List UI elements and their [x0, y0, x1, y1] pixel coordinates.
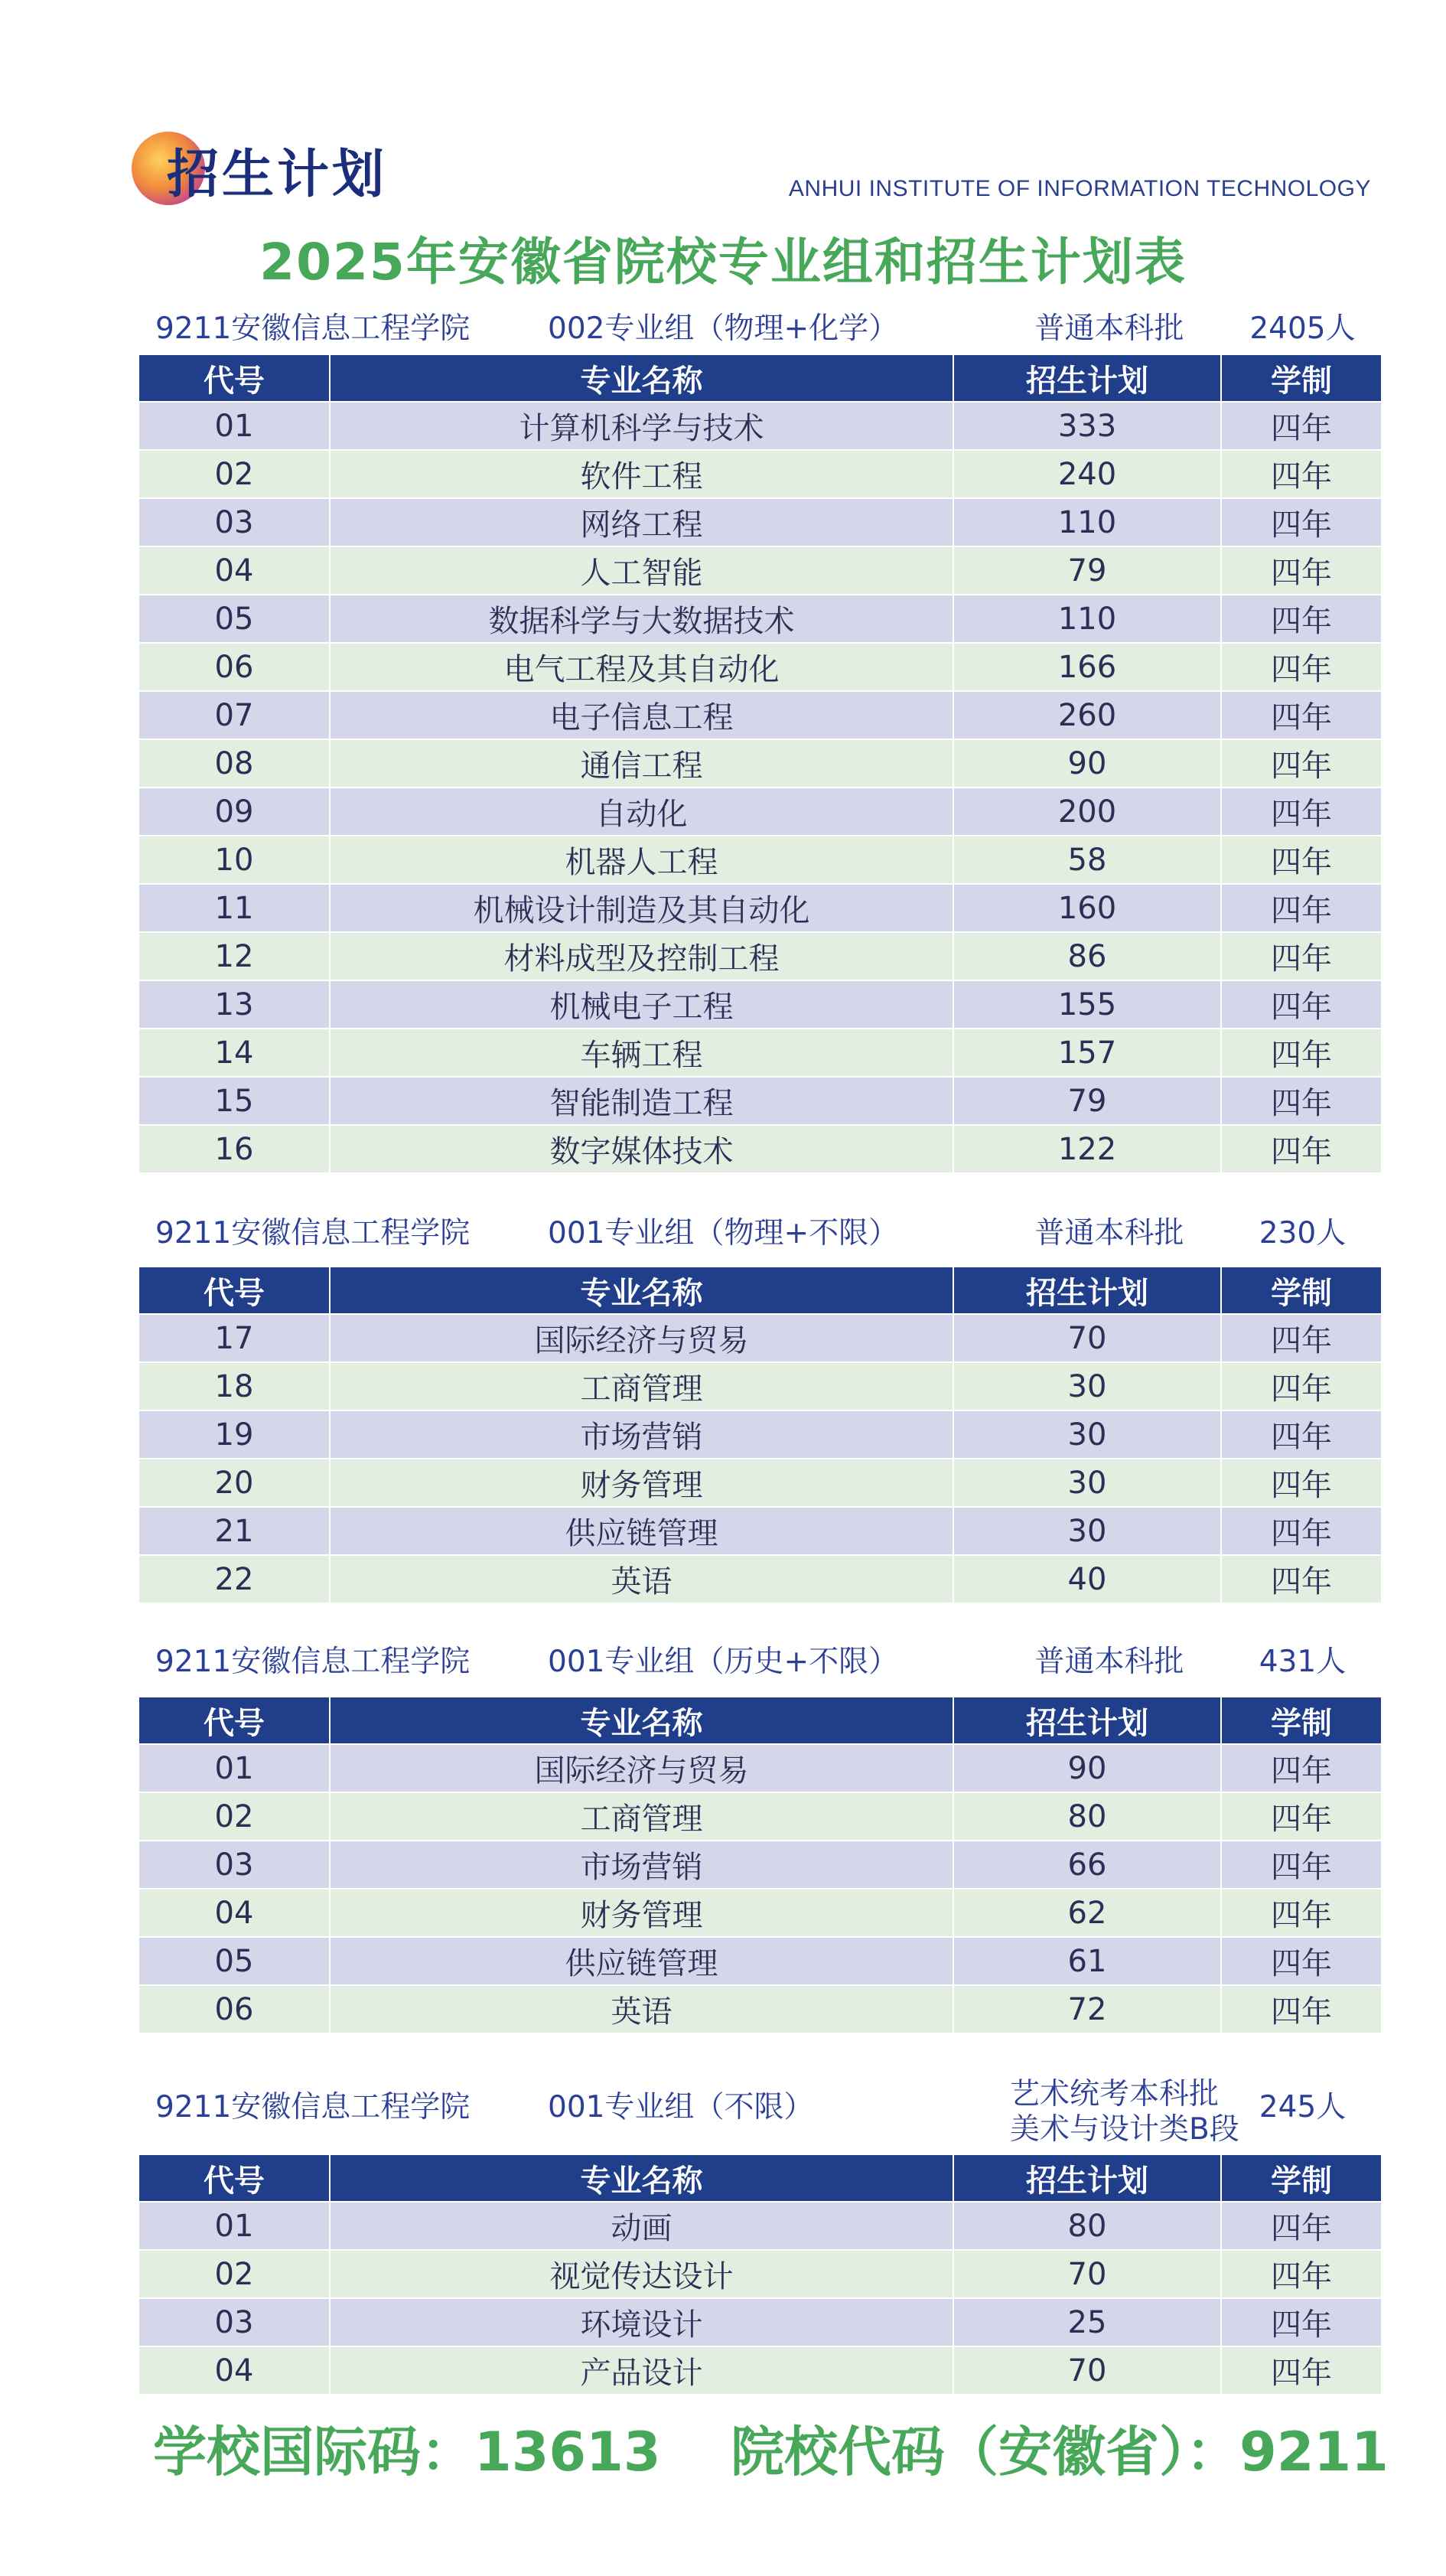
cell-major: 市场营销 — [330, 1410, 953, 1459]
cell-plan: 110 — [953, 595, 1221, 643]
cell-code: 06 — [138, 1985, 330, 2033]
cell-duration: 四年 — [1221, 739, 1382, 787]
cell-duration: 四年 — [1221, 1985, 1382, 2033]
cell-duration: 四年 — [1221, 1077, 1382, 1125]
col-header-plan: 招生计划 — [953, 2154, 1221, 2202]
col-header-duration: 学制 — [1221, 354, 1382, 402]
col-header-duration: 学制 — [1221, 1697, 1382, 1744]
col-header-code: 代号 — [138, 1267, 330, 1314]
cell-code: 11 — [138, 884, 330, 932]
cell-code: 12 — [138, 932, 330, 980]
table-row — [138, 1029, 1382, 1077]
cell-duration: 四年 — [1221, 643, 1382, 691]
cell-major: 动画 — [330, 2202, 953, 2250]
table-row — [138, 2250, 1382, 2298]
table-row — [138, 1744, 1382, 1792]
group-school: 9211安徽信息工程学院 — [155, 311, 471, 346]
group-name: 001专业组（历史+不限） — [548, 1645, 899, 1679]
cell-plan: 62 — [953, 1889, 1221, 1937]
plan-table-1 — [138, 354, 1382, 1174]
cell-major: 网络工程 — [330, 498, 953, 546]
cell-code: 05 — [138, 1937, 330, 1985]
table-header-row — [138, 354, 1382, 402]
cell-code: 05 — [138, 595, 330, 643]
cell-duration: 四年 — [1221, 450, 1382, 498]
cell-plan: 333 — [953, 402, 1221, 450]
cell-duration: 四年 — [1221, 2202, 1382, 2250]
table-row — [138, 980, 1382, 1029]
cell-code: 10 — [138, 836, 330, 884]
cell-major: 车辆工程 — [330, 1029, 953, 1077]
cell-duration: 四年 — [1221, 980, 1382, 1029]
cell-major: 数据科学与大数据技术 — [330, 595, 953, 643]
table-row — [138, 1362, 1382, 1410]
cell-major: 数字媒体技术 — [330, 1125, 953, 1173]
cell-plan: 61 — [953, 1937, 1221, 1985]
cell-duration: 四年 — [1221, 836, 1382, 884]
cell-code: 04 — [138, 1889, 330, 1937]
table-row — [138, 402, 1382, 450]
cell-plan: 70 — [953, 1314, 1221, 1362]
group-count: 2405人 — [1249, 311, 1356, 346]
cell-major: 市场营销 — [330, 1841, 953, 1889]
cell-plan: 200 — [953, 787, 1221, 836]
group-name: 001专业组（物理+不限） — [548, 1216, 899, 1251]
cell-plan: 260 — [953, 691, 1221, 739]
cell-major: 国际经济与贸易 — [330, 1744, 953, 1792]
table-row — [138, 691, 1382, 739]
cell-code: 04 — [138, 2346, 330, 2395]
cell-plan: 90 — [953, 739, 1221, 787]
table-row — [138, 1889, 1382, 1937]
table-row — [138, 1792, 1382, 1841]
cell-major: 智能制造工程 — [330, 1077, 953, 1125]
cell-plan: 40 — [953, 1555, 1221, 1603]
cell-duration: 四年 — [1221, 546, 1382, 595]
cell-code: 13 — [138, 980, 330, 1029]
cell-plan: 90 — [953, 1744, 1221, 1792]
group-count: 230人 — [1259, 1216, 1347, 1251]
col-header-major: 专业名称 — [330, 1267, 953, 1314]
cell-plan: 86 — [953, 932, 1221, 980]
cell-code: 02 — [138, 1792, 330, 1841]
cell-duration: 四年 — [1221, 1362, 1382, 1410]
col-header-major: 专业名称 — [330, 1697, 953, 1744]
cell-code: 21 — [138, 1507, 330, 1555]
cell-duration: 四年 — [1221, 402, 1382, 450]
col-header-code: 代号 — [138, 2154, 330, 2202]
group-school: 9211安徽信息工程学院 — [155, 1645, 471, 1679]
cell-plan: 25 — [953, 2298, 1221, 2346]
col-header-code: 代号 — [138, 1697, 330, 1744]
group-batch — [1010, 2077, 1239, 2147]
cell-major: 英语 — [330, 1555, 953, 1603]
cell-major: 视觉传达设计 — [330, 2250, 953, 2298]
cell-major: 机械电子工程 — [330, 980, 953, 1029]
cell-code: 07 — [138, 691, 330, 739]
group-batch: 普通本科批 — [1034, 1216, 1184, 1251]
cell-duration: 四年 — [1221, 2346, 1382, 2395]
cell-duration: 四年 — [1221, 1507, 1382, 1555]
table-row — [138, 1841, 1382, 1889]
cell-major: 自动化 — [330, 787, 953, 836]
cell-code: 15 — [138, 1077, 330, 1125]
plan-table-2 — [138, 1266, 1382, 1604]
table-row — [138, 1077, 1382, 1125]
table-row — [138, 884, 1382, 932]
cell-duration: 四年 — [1221, 1029, 1382, 1077]
col-header-duration: 学制 — [1221, 2154, 1382, 2202]
table-row — [138, 643, 1382, 691]
cell-plan: 79 — [953, 546, 1221, 595]
cell-major: 财务管理 — [330, 1459, 953, 1507]
cell-plan: 110 — [953, 498, 1221, 546]
cell-duration: 四年 — [1221, 1410, 1382, 1459]
group-count: 245人 — [1259, 2090, 1347, 2124]
group-school: 9211安徽信息工程学院 — [155, 2090, 471, 2124]
table-row — [138, 932, 1382, 980]
cell-major: 机械设计制造及其自动化 — [330, 884, 953, 932]
cell-duration: 四年 — [1221, 2298, 1382, 2346]
table-row — [138, 1507, 1382, 1555]
cell-plan: 160 — [953, 884, 1221, 932]
table-row — [138, 1985, 1382, 2033]
cell-plan: 30 — [953, 1459, 1221, 1507]
cell-major: 财务管理 — [330, 1889, 953, 1937]
group-batch: 普通本科批 — [1034, 1645, 1184, 1679]
cell-major: 机器人工程 — [330, 836, 953, 884]
cell-code: 22 — [138, 1555, 330, 1603]
cell-plan: 166 — [953, 643, 1221, 691]
table-row — [138, 739, 1382, 787]
cell-duration: 四年 — [1221, 884, 1382, 932]
cell-duration: 四年 — [1221, 1459, 1382, 1507]
cell-plan: 79 — [953, 1077, 1221, 1125]
cell-plan: 80 — [953, 1792, 1221, 1841]
cell-plan: 240 — [953, 450, 1221, 498]
cell-duration: 四年 — [1221, 1841, 1382, 1889]
footer-codes — [0, 2409, 1446, 2483]
table-row — [138, 1459, 1382, 1507]
cell-code: 02 — [138, 2250, 330, 2298]
school-code: 院校代码（安徽省）：9211 — [731, 2421, 1389, 2483]
table-row — [138, 2202, 1382, 2250]
cell-plan: 80 — [953, 2202, 1221, 2250]
cell-code: 03 — [138, 2298, 330, 2346]
cell-duration: 四年 — [1221, 1744, 1382, 1792]
cell-major: 软件工程 — [330, 450, 953, 498]
table-row — [138, 1410, 1382, 1459]
cell-duration: 四年 — [1221, 498, 1382, 546]
col-header-major: 专业名称 — [330, 2154, 953, 2202]
cell-code: 06 — [138, 643, 330, 691]
group-name: 001专业组（不限） — [548, 2090, 814, 2124]
table-row — [138, 2298, 1382, 2346]
cell-major: 材料成型及控制工程 — [330, 932, 953, 980]
cell-code: 02 — [138, 450, 330, 498]
cell-duration: 四年 — [1221, 1792, 1382, 1841]
group-name: 002专业组（物理+化学） — [548, 311, 899, 346]
cell-plan: 70 — [953, 2250, 1221, 2298]
logo-title: 招生计划 — [167, 145, 388, 205]
cell-major: 工商管理 — [330, 1792, 953, 1841]
cell-code: 03 — [138, 498, 330, 546]
group-info-2 — [0, 1209, 1446, 1263]
table-header-row — [138, 2154, 1382, 2202]
cell-major: 电子信息工程 — [330, 691, 953, 739]
col-header-major: 专业名称 — [330, 354, 953, 402]
cell-code: 01 — [138, 2202, 330, 2250]
cell-plan: 157 — [953, 1029, 1221, 1077]
cell-duration: 四年 — [1221, 1125, 1382, 1173]
cell-duration: 四年 — [1221, 1555, 1382, 1603]
group-batch-line1: 艺术统考本科批 — [1010, 2077, 1220, 2111]
table-row — [138, 1937, 1382, 1985]
cell-major: 电气工程及其自动化 — [330, 643, 953, 691]
col-header-plan: 招生计划 — [953, 1697, 1221, 1744]
cell-plan: 70 — [953, 2346, 1221, 2395]
cell-code: 01 — [138, 1744, 330, 1792]
cell-duration: 四年 — [1221, 932, 1382, 980]
main-title: 2025年安徽省院校专业组和招生计划表 — [259, 233, 1187, 292]
cell-code: 04 — [138, 546, 330, 595]
cell-code: 14 — [138, 1029, 330, 1077]
cell-code: 09 — [138, 787, 330, 836]
cell-major: 产品设计 — [330, 2346, 953, 2395]
cell-duration: 四年 — [1221, 1937, 1382, 1985]
cell-major: 供应链管理 — [330, 1937, 953, 1985]
cell-code: 16 — [138, 1125, 330, 1173]
cell-duration: 四年 — [1221, 2250, 1382, 2298]
table-row — [138, 836, 1382, 884]
table-row — [138, 787, 1382, 836]
col-header-plan: 招生计划 — [953, 354, 1221, 402]
cell-code: 18 — [138, 1362, 330, 1410]
group-info-4 — [0, 2077, 1446, 2147]
table-row — [138, 498, 1382, 546]
cell-major: 工商管理 — [330, 1362, 953, 1410]
cell-code: 03 — [138, 1841, 330, 1889]
plan-table-3 — [138, 1696, 1382, 2034]
cell-plan: 122 — [953, 1125, 1221, 1173]
international-code: 学校国际码：13613 — [153, 2421, 661, 2483]
cell-plan: 30 — [953, 1362, 1221, 1410]
cell-major: 环境设计 — [330, 2298, 953, 2346]
table-row — [138, 546, 1382, 595]
group-batch: 普通本科批 — [1034, 311, 1184, 346]
table-row — [138, 1125, 1382, 1173]
cell-duration: 四年 — [1221, 1889, 1382, 1937]
table-row — [138, 1555, 1382, 1603]
group-school: 9211安徽信息工程学院 — [155, 1216, 471, 1251]
cell-plan: 66 — [953, 1841, 1221, 1889]
cell-major: 英语 — [330, 1985, 953, 2033]
table-header-row — [138, 1697, 1382, 1744]
col-header-duration: 学制 — [1221, 1267, 1382, 1314]
group-count: 431人 — [1259, 1645, 1347, 1679]
cell-major: 供应链管理 — [330, 1507, 953, 1555]
institute-name-en: ANHUI INSTITUTE OF INFORMATION TECHNOLOGY — [788, 176, 1371, 201]
cell-duration: 四年 — [1221, 1314, 1382, 1362]
cell-major: 人工智能 — [330, 546, 953, 595]
cell-code: 01 — [138, 402, 330, 450]
table-row — [138, 450, 1382, 498]
cell-plan: 30 — [953, 1410, 1221, 1459]
cell-code: 20 — [138, 1459, 330, 1507]
cell-plan: 58 — [953, 836, 1221, 884]
cell-major: 通信工程 — [330, 739, 953, 787]
col-header-plan: 招生计划 — [953, 1267, 1221, 1314]
table-header-row — [138, 1267, 1382, 1314]
cell-plan: 155 — [953, 980, 1221, 1029]
cell-major: 计算机科学与技术 — [330, 402, 953, 450]
cell-plan: 30 — [953, 1507, 1221, 1555]
col-header-code: 代号 — [138, 354, 330, 402]
cell-code: 17 — [138, 1314, 330, 1362]
cell-major: 国际经济与贸易 — [330, 1314, 953, 1362]
table-row — [138, 1314, 1382, 1362]
group-info-1 — [0, 305, 1446, 358]
table-row — [138, 2346, 1382, 2395]
group-info-3 — [0, 1638, 1446, 1691]
cell-duration: 四年 — [1221, 787, 1382, 836]
cell-duration: 四年 — [1221, 691, 1382, 739]
cell-code: 19 — [138, 1410, 330, 1459]
plan-table-4 — [138, 2154, 1382, 2395]
group-batch-line2: 美术与设计类B段 — [1010, 2112, 1239, 2147]
table-row — [138, 595, 1382, 643]
cell-duration: 四年 — [1221, 595, 1382, 643]
cell-code: 08 — [138, 739, 330, 787]
cell-plan: 72 — [953, 1985, 1221, 2033]
